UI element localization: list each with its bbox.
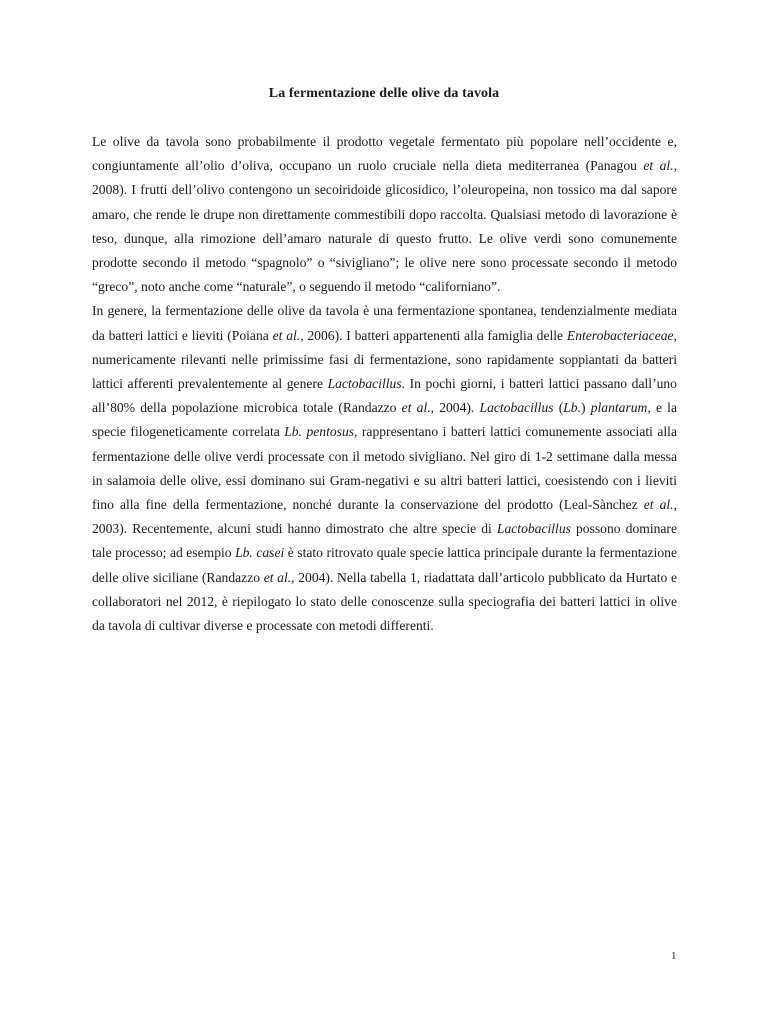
paragraph xyxy=(92,299,677,638)
text-run: , 2004). Nella tabella 1, riadattata dall’articolo pubblicato da Hurtato e collaboratori nel 2012, è riepilogato lo stato delle conoscenze sulla speciografia dei batteri lattici in olive da tavola di cultivar diverse e processate con metodi differenti. xyxy=(92,569,677,634)
text-run: ) xyxy=(581,400,591,416)
text-run: , 2006). I batteri appartenenti alla famiglia delle xyxy=(300,327,567,343)
text-run: Le olive da tavola sono probabilmente il prodotto vegetale fermentato più popolare nell’occidente e, congiuntamente all’olio d’oliva, occupano un ruolo cruciale nella dieta mediterranea (Panagou xyxy=(92,134,677,174)
italic-text-run: Lactobacillus xyxy=(496,521,571,537)
text-run: , 2004). xyxy=(430,400,480,416)
page-number: 1 xyxy=(671,950,677,962)
italic-text-run: et al. xyxy=(643,497,674,513)
italic-text-run: Lb. pentosus, xyxy=(284,424,358,440)
italic-text-run: Lactobacillus xyxy=(327,376,402,392)
paragraph xyxy=(92,130,677,299)
text-run: In genere, la fermentazione delle olive da tavola è una fermentazione spontanea, tendenzialmente mediata da batteri lattici e lieviti (Poiana xyxy=(92,303,677,343)
body-text xyxy=(92,130,677,638)
text-run: rappresentano i batteri lattici comunemente associati alla fermentazione delle olive verdi processate con il metodo sivigliano. Nel giro di 1-2 settimane dalla messa in salamoia delle olive, essi dominano sui Gram-negativi e su altri batteri lattici, coesistendo con i lieviti fino alla fine della fermentazione, nonché durante la conservazione del prodotto (Leal-Sànchez xyxy=(92,424,677,513)
italic-text-run: Enterobacteriaceae xyxy=(566,327,674,343)
text-run: possono dominare tale processo; ad esempio xyxy=(92,521,677,561)
text-run: e la specie filogeneticamente correlata xyxy=(92,400,677,440)
italic-text-run: plantarum, xyxy=(590,400,651,416)
text-run: , numericamente rilevanti nelle primissime fasi di fermentazione, sono rapidamente soppiantati da batteri lattici afferenti prevalentemente al genere xyxy=(92,327,677,392)
italic-text-run: Lb. casei xyxy=(235,545,285,561)
text-run: . In pochi giorni, i batteri lattici passano dall’uno all’80% della popolazione microbica totale (Randazzo xyxy=(92,376,677,416)
text-run: , 2003). Recentemente, alcuni studi hanno dimostrato che altre specie di xyxy=(92,497,677,537)
italic-text-run: et al. xyxy=(643,158,674,174)
page-title: La fermentazione delle olive da tavola xyxy=(268,86,500,101)
italic-text-run: et al. xyxy=(263,569,292,585)
italic-text-run: et al. xyxy=(272,327,301,343)
italic-text-run: et al. xyxy=(401,400,431,416)
text-run: è stato ritrovato quale specie lattica principale durante la fermentazione delle olive siciliane (Randazzo xyxy=(92,545,677,585)
italic-text-run: Lactobacillus xyxy=(479,400,554,416)
text-run: ( xyxy=(553,400,564,416)
italic-text-run: Lb. xyxy=(563,400,582,416)
text-run: , 2008). I frutti dell’olivo contengono un secoiridoide glicosidico, l’oleuropeina, non tossico ma dal sapore amaro, che rende le drupe non direttamente commestibili dopo raccolta. Qualsiasi metodo di lavorazione è teso, dunque, alla rimozione dell’amaro naturale di questo frutto. Le olive verdi sono comunemente prodotte secondo il metodo “spagnolo” o “sivigliano”; le olive nere sono processate secondo il metodo “greco”, noto anche come “naturale”, o seguendo il metodo “californiano”. xyxy=(92,158,677,295)
